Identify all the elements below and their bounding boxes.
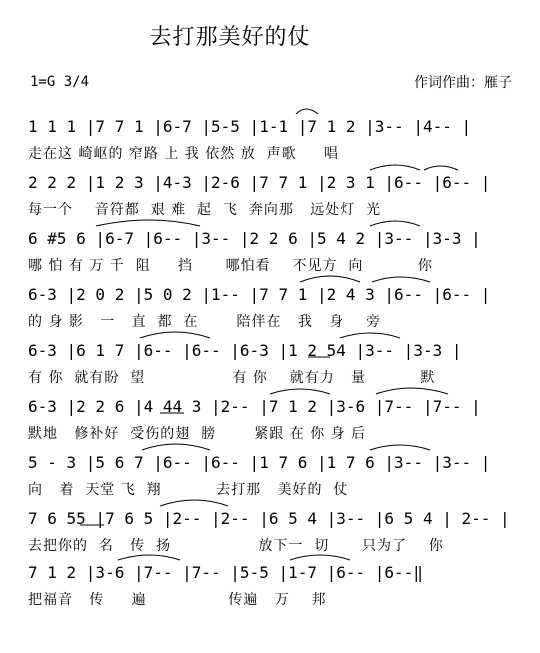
score-row-4 (28, 284, 528, 332)
score-row-2 (28, 172, 528, 220)
composer-credits: 作词作曲：雁子 (414, 75, 512, 91)
notation-line: 6-3 |2 0 2 |5 0 2 |1-- |7 7 1 |2 4 3 |6-- |6-- | (28, 285, 491, 304)
score-row-8 (28, 508, 528, 556)
lyric-line: 走在这 崎岖的 窄路 上 我 依然 放 声歌 唱 (28, 146, 339, 162)
lyric-line: 向 着 天堂 飞 翔 去打那 美好的 仗 (28, 482, 349, 498)
lyric-line: 去把你的 名 传 扬 放下一 切 只为了 你 (28, 538, 444, 554)
lyric-line: 默地 修补好 受伤的翅 膀 紧跟 在 你 身 后 (28, 426, 367, 442)
lyric-line: 有 你 就有盼 望 有 你 就有力 量 默 (28, 370, 436, 386)
key-and-meter: 1=G 3/4 (30, 74, 90, 90)
lyric-line: 把福音 传 遍 传遍 万 邦 (28, 592, 327, 608)
score-row-9 (28, 562, 528, 610)
score-row-1 (28, 116, 528, 164)
lyric-line: 哪 怕 有 万 千 阻 挡 哪怕看 不见方 向 你 (28, 258, 433, 274)
score-row-6 (28, 396, 528, 444)
score-row-7 (28, 452, 528, 500)
score-row-3 (28, 228, 528, 276)
score-row-5 (28, 340, 528, 388)
notation-line: 2 2 2 |1 2 3 |4-3 |2-6 |7 7 1 |2 3 1 |6-- |6-- | (28, 173, 491, 192)
song-title: 去打那美好的仗 (149, 25, 311, 50)
notation-line: 6-3 |2 2 6 |4 44 3 |2-- |7 1 2 |3-6 |7-- |7-- | (28, 397, 481, 416)
lyric-line: 的 身 影 一 直 都 在 陪伴在 我 身 旁 (28, 314, 382, 330)
notation-line: 6-3 |6 1 7 |6-- |6-- |6-3 |1 2 54 |3-- |3-3 | (28, 341, 462, 360)
notation-line: 5 - 3 |5 6 7 |6-- |6-- |1 7 6 |1 7 6 |3-- |3-- | (28, 453, 491, 472)
notation-line: 6 #5 6 |6-7 |6-- |3-- |2 2 6 |5 4 2 |3-- |3-3 | (28, 229, 481, 248)
notation-line: 7 6 55 |7 6 5 |2-- |2-- |6 5 4 |3-- |6 5 4 | 2-- | (28, 509, 510, 528)
notation-line: 1 1 1 |7 7 1 |6-7 |5-5 |1-1 |7 1 2 |3-- |4-- | (28, 117, 472, 136)
notation-line: 7 1 2 |3-6 |7-- |7-- |5-5 |1-7 |6-- |6--‖ (28, 563, 423, 582)
lyric-line: 每一个 音符都 艰 难 起 飞 奔向那 远处灯 光 (28, 202, 382, 218)
